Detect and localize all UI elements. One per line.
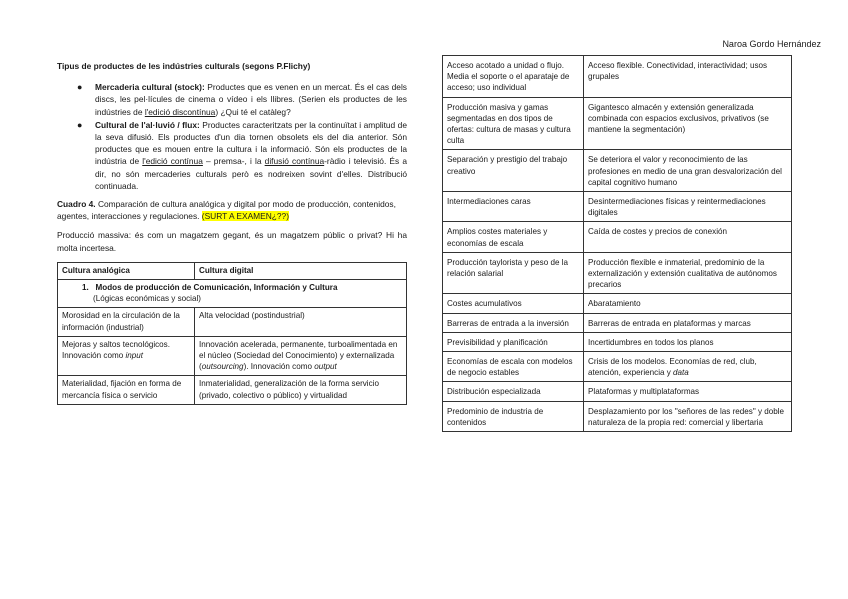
table-row: Separación y prestigio del trabajo creativo Se deteriora el valor y reconocimiento de las profesiones en medio de una gran desvalorización del capital cognitivo humano xyxy=(443,150,792,192)
caption-label: Cuadro 4. xyxy=(57,199,96,210)
author-name: Naroa Gordo Hernández xyxy=(722,39,821,49)
bullet-item: ● Cultural de l'al·luvió / flux: Productes caracteritzats per la continuïtat i amplitud de la seva difusió. Els productes d'un dia tornen obsolets els del dia anterior. Són productes que es mouen entre la cultura i la informació. Són els productes de la indústria de l'edició contínua – premsa-, i la difusió contínua-ràdio i televisió. És a dir, no són mercaderies culturals però es nodreixen sovint d'elles. Distribució continuada. xyxy=(77,119,407,191)
underlined-term: l'edició contínua xyxy=(142,156,203,167)
exam-highlight: (SURT A EXAMEN¿??) xyxy=(201,211,289,222)
table-row: Amplios costes materiales y economías de escala Caída de costes y precios de conexión xyxy=(443,222,792,252)
table-row: Barreras de entrada a la inversión Barreras de entrada en plataformas y marcas xyxy=(443,313,792,332)
section-title: Modos de producción de Comunicación, Información y Cultura xyxy=(95,283,338,293)
comparison-table-left xyxy=(57,262,407,405)
comparison-table-right xyxy=(442,55,792,432)
bullet-item: ● Mercaderia cultural (stock): Productes que es venen en un mercat. És el cas dels discs, les pel·lícules de cinema o vídeo i els llibres. (Serien els productes de les indústries de l'edició discontínua) ¿Qui té el catàleg? xyxy=(77,82,407,117)
table-row: Morosidad en la circulación de la información (industrial) Alta velocidad (postindustrial) xyxy=(58,308,407,336)
table-section-row: 1. Modos de producción de Comunicación, Información y Cultura (Lógicas económicas y social) xyxy=(58,280,407,308)
table-row: Economías de escala con modelos de negocio estables Crisis de los modelos. Economías de red, club, atención, experiencia y data xyxy=(443,352,792,382)
section-subtitle: (Lógicas económicas y social) xyxy=(93,294,201,304)
table-row: Distribución especializada Plataformas y multiplataformas xyxy=(443,382,792,401)
table-row: Predominio de industria de contenidos Desplazamiento por los "señores de las redes" y doble naturaleza de la propia red: comercial y libertaria xyxy=(443,401,792,431)
table-caption: Cuadro 4. Comparación de cultura analógica y digital por modo de producción, contenidos, agentes, interacciones y regulaciones. (SURT A EXAMEN¿??) xyxy=(57,199,396,222)
production-note: Producció massiva: és com un magatzem gegant, és un magatzem públic o privat? Hi ha molta incertesa. xyxy=(57,230,407,253)
table-row: Costes acumulativos Abaratamiento xyxy=(443,294,792,313)
table-row: Previsibilidad y planificación Incertidumbres en todos los planos xyxy=(443,332,792,351)
bullet-icon: ● xyxy=(77,119,83,130)
underlined-term: l'edició discontínua xyxy=(144,106,216,117)
bullet-title: Cultural de l'al·luvió / flux: xyxy=(95,119,200,130)
section-heading: Tipus de productes de les indústries culturals (segons P.Flichy) xyxy=(57,61,311,71)
bullet-icon: ● xyxy=(77,82,83,93)
table-row: Producción masiva y gamas segmentadas en dos tipos de ofertas: cultura de masas y cultura culta Gigantesco almacén y extensión generalizada combinada con espacios exclusivos, privativos (se mantiene la segmentación) xyxy=(443,97,792,150)
bullet-title: Mercaderia cultural (stock): xyxy=(95,82,205,93)
column-header-digital: Cultura digital xyxy=(195,262,407,279)
table-row: Acceso acotado a unidad o flujo. Media el soporte o el aparataje de acceso; uso individual Acceso flexible. Conectividad, interactividad; usos grupales xyxy=(443,56,792,98)
table-row: Producción taylorista y peso de la relación salarial Producción flexible e inmaterial, predominio de la externalización y extensión cualitativa de autónomos precarios xyxy=(443,252,792,294)
column-header-analog: Cultura analógica xyxy=(58,262,195,279)
left-column xyxy=(57,60,407,405)
table-row: Mejoras y saltos tecnológicos. Innovación como input Innovación acelerada, permanente, turboalimentada en el núcleo (Sociedad del Conocimiento) y externalizada (outsourcing). Innovación como output xyxy=(58,336,407,376)
table-row: Materialidad, fijación en forma de mercancía física o servicio Inmaterialidad, generalización de la forma servicio (privado, colectivo o público) y virtualidad xyxy=(58,376,407,404)
underlined-term: difusió contínua xyxy=(264,156,325,167)
table-row: Intermediaciones caras Desintermediaciones físicas y reintermediaciones digitales xyxy=(443,192,792,222)
